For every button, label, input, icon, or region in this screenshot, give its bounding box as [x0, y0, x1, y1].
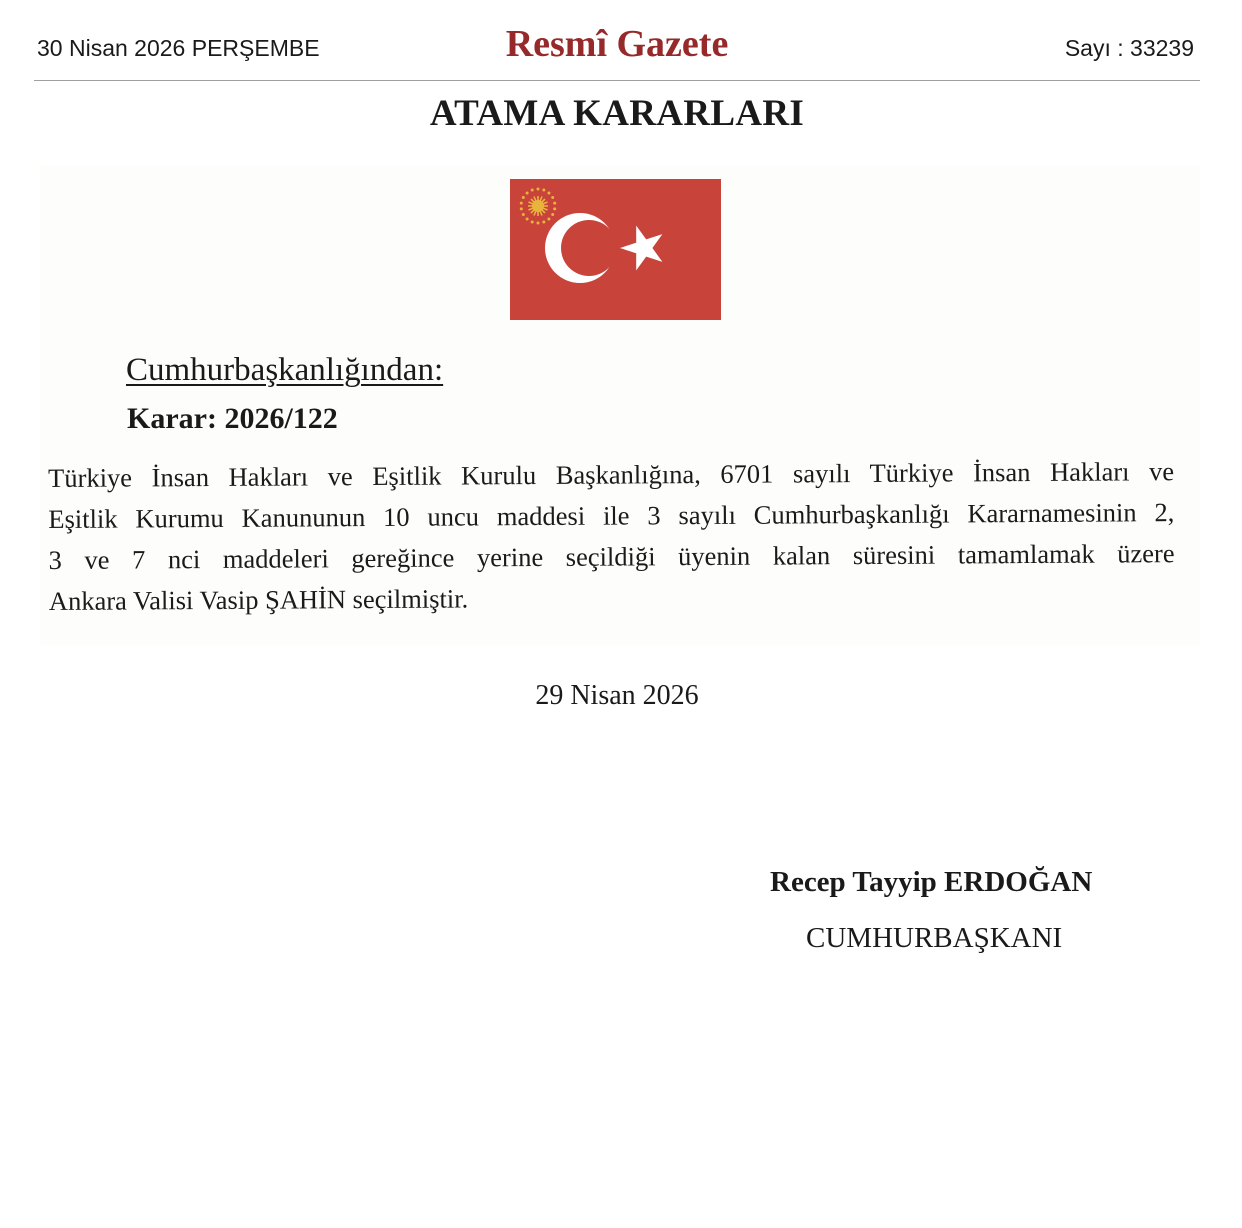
- signatory-title: CUMHURBAŞKANI: [806, 922, 1063, 954]
- decree-body-line: Türkiye İnsan Hakları ve Eşitlik Kurulu Başkanlığına, 6701 sayılı Türkiye İnsan Hakları ve: [48, 456, 1175, 493]
- decree-body-line: 3 ve 7 nci maddeleri gereğince yerine seçildiği üyenin kalan süresini tamamlamak üzere: [48, 538, 1175, 575]
- presidential-flag-icon: [510, 179, 721, 320]
- gazette-header: [34, 0, 1200, 81]
- gazette-title: Resmî Gazete: [505, 23, 729, 65]
- issue-date: 30 Nisan 2026 PERŞEMBE: [37, 35, 320, 61]
- decree-body-line: Eşitlik Kurumu Kanununun 10 uncu maddesi ile 3 sayılı Cumhurbaşkanlığı Kararnamesinin 2,: [48, 497, 1175, 534]
- decree-number: Karar: 2026/122: [127, 402, 338, 435]
- issue-number: Sayı : 33239: [1064, 35, 1194, 61]
- decree-date: 29 Nisan 2026: [535, 680, 699, 711]
- decree-body-line: Ankara Valisi Vasip ŞAHİN seçilmiştir.: [48, 583, 469, 616]
- issuing-authority: Cumhurbaşkanlığından:: [126, 352, 444, 388]
- decree-body: [48, 451, 1175, 622]
- section-title: ATAMA KARARLARI: [429, 93, 805, 134]
- signatory-name: Recep Tayyip ERDOĞAN: [770, 866, 1093, 898]
